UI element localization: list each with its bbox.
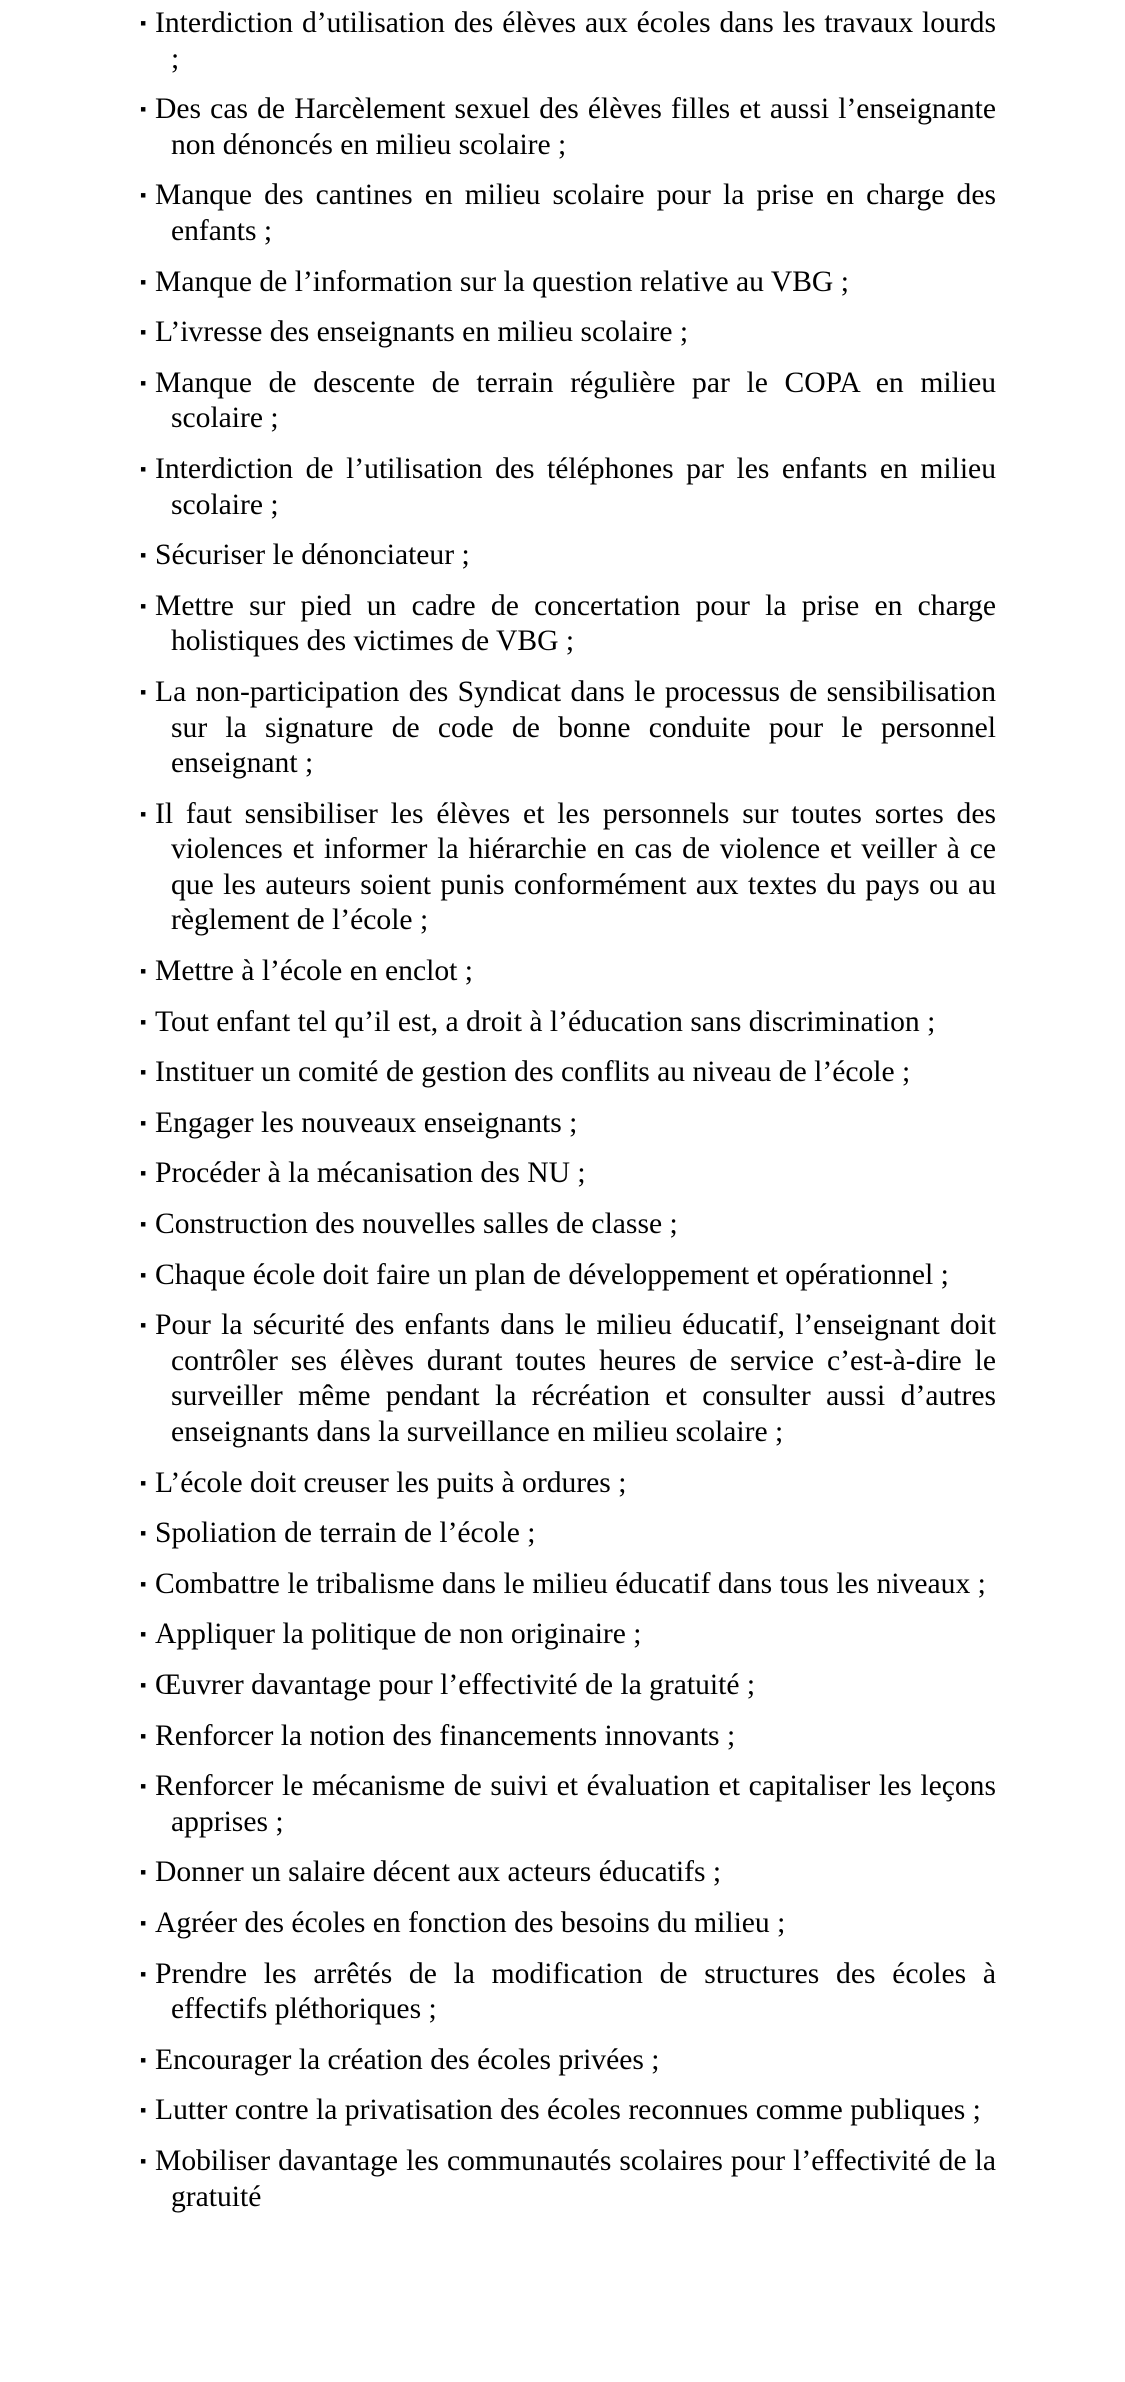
list-item-text: Pour la sécurité des enfants dans le milieu éducatif, l’enseignant doit contrôler ses élèves durant toutes heures de service c’est-à-dire le surveiller même pendant la récréation et consulter aussi d’autres enseignants dans la surveillance en milieu scolaire ; [155, 1309, 996, 1448]
bullet-icon: ▪ [140, 1624, 147, 1645]
list-item-text: Il faut sensibiliser les élèves et les personnels sur toutes sortes des violences et informer la hiérarchie en cas de violence et veiller à ce que les auteurs soient punis conformément aux textes du pays ou au règlement de l’école ; [155, 797, 996, 937]
list-item-text: Interdiction d’utilisation des élèves aux écoles dans les travaux lourds ; [155, 7, 996, 75]
list-item-text: Mobiliser davantage les communautés scolaires pour l’effectivité de la gratuité [155, 2144, 996, 2213]
bullet-icon: ▪ [140, 458, 147, 479]
list-item-text: Renforcer la notion des financements innovants ; [155, 1719, 736, 1752]
bullet-icon: ▪ [140, 1862, 147, 1883]
bullet-icon: ▪ [140, 2100, 147, 2121]
bullet-icon: ▪ [140, 1674, 147, 1695]
bullet-icon: ▪ [140, 1573, 147, 1594]
list-item-text: Interdiction de l’utilisation des téléphones par les enfants en milieu scolaire ; [155, 452, 996, 521]
list-item-text: Construction des nouvelles salles de classe ; [155, 1208, 678, 1241]
bullet-icon: ▪ [140, 322, 147, 343]
list-item-text: Manque de descente de terrain régulière par le COPA en milieu scolaire ; [155, 366, 996, 435]
bullet-icon: ▪ [140, 803, 147, 824]
list-item [138, 1617, 996, 1653]
list-item-text: La non-participation des Syndicat dans le processus de sensibilisation sur la signature de code de bonne conduite pour le personnel enseignant ; [155, 675, 996, 780]
list-item [138, 178, 996, 249]
list-item-text: L’école doit creuser les puits à ordures ; [155, 1466, 627, 1499]
bullet-icon: ▪ [140, 1214, 147, 1235]
bullet-icon: ▪ [140, 1264, 147, 1285]
bullet-icon: ▪ [140, 2049, 147, 2070]
list-item [138, 92, 996, 163]
bullet-icon: ▪ [140, 1523, 147, 1544]
list-item [138, 1769, 996, 1840]
list-item [138, 1855, 996, 1891]
bullet-icon: ▪ [140, 185, 147, 206]
list-item-text: Sécuriser le dénonciateur ; [155, 539, 470, 572]
list-item-text: Instituer un comité de gestion des conflits au niveau de l’école ; [155, 1056, 911, 1089]
list-item [138, 1466, 996, 1502]
bullet-icon: ▪ [140, 595, 147, 616]
bullet-icon: ▪ [140, 545, 147, 566]
list-item [138, 675, 996, 782]
list-item [138, 2093, 996, 2129]
list-item [138, 1957, 996, 2028]
list-item [138, 452, 996, 523]
bullet-icon: ▪ [140, 271, 147, 292]
list-item [138, 797, 996, 939]
bullet-icon: ▪ [140, 1725, 147, 1746]
bullet-icon: ▪ [140, 13, 147, 33]
list-item [138, 954, 996, 990]
bullet-icon: ▪ [140, 1062, 147, 1083]
list-item [138, 6, 996, 77]
bullet-icon: ▪ [140, 1472, 147, 1493]
list-item-text: Tout enfant tel qu’il est, a droit à l’éducation sans discrimination ; [155, 1005, 936, 1038]
list-item [138, 1668, 996, 1704]
list-item-text: Combattre le tribalisme dans le milieu éducatif dans tous les niveaux ; [155, 1567, 986, 1600]
list-item-text: Renforcer le mécanisme de suivi et évaluation et capitaliser les leçons apprises ; [155, 1770, 996, 1838]
bullet-icon: ▪ [140, 1112, 147, 1133]
list-item-text: Agréer des écoles en fonction des besoins du milieu ; [155, 1906, 786, 1939]
list-item-text: Des cas de Harcèlement sexuel des élèves filles et aussi l’enseignante non dénoncés en milieu scolaire ; [155, 93, 996, 161]
list-item [138, 538, 996, 574]
bullet-icon: ▪ [140, 1912, 147, 1933]
list-item [138, 1567, 996, 1603]
list-item-text: Mettre à l’école en enclot ; [155, 955, 473, 988]
list-item [138, 1258, 996, 1294]
list-item-text: Prendre les arrêtés de la modification de structures des écoles à effectifs pléthoriques ; [155, 1957, 996, 2026]
list-item-text: L’ivresse des enseignants en milieu scolaire ; [155, 316, 689, 349]
list-item [138, 265, 996, 301]
bullet-icon: ▪ [140, 1776, 147, 1797]
list-item-text: Appliquer la politique de non originaire ; [155, 1618, 642, 1651]
list-item [138, 1106, 996, 1142]
bullet-icon: ▪ [140, 1315, 147, 1336]
list-item [138, 366, 996, 437]
list-item [138, 1055, 996, 1091]
list-item-text: Engager les nouveaux enseignants ; [155, 1106, 578, 1139]
list-item-text: Encourager la création des écoles privées ; [155, 2043, 660, 2076]
list-item [138, 1906, 996, 1942]
list-item-text: Manque des cantines en milieu scolaire pour la prise en charge des enfants ; [155, 179, 996, 247]
bullet-icon: ▪ [140, 372, 147, 393]
list-item-text: Lutter contre la privatisation des écoles reconnues comme publiques ; [155, 2094, 981, 2127]
bullet-icon: ▪ [140, 2150, 147, 2171]
bullet-icon: ▪ [140, 99, 147, 120]
recommendations-list [138, 6, 996, 2230]
bullet-icon: ▪ [140, 1011, 147, 1032]
list-item [138, 1308, 996, 1450]
list-item [138, 2043, 996, 2079]
bullet-icon: ▪ [140, 1163, 147, 1184]
list-item [138, 1207, 996, 1243]
bullet-icon: ▪ [140, 681, 147, 702]
bullet-icon: ▪ [140, 961, 147, 982]
list-item [138, 1516, 996, 1552]
list-item-text: Œuvrer davantage pour l’effectivité de la gratuité ; [155, 1668, 756, 1701]
list-item [138, 315, 996, 351]
list-item [138, 1005, 996, 1041]
list-item-text: Mettre sur pied un cadre de concertation pour la prise en charge holistiques des victimes de VBG ; [155, 589, 996, 658]
list-item-text: Chaque école doit faire un plan de développement et opérationnel ; [155, 1258, 949, 1291]
list-item-text: Manque de l’information sur la question relative au VBG ; [155, 265, 849, 298]
list-item [138, 1719, 996, 1755]
list-item [138, 589, 996, 660]
list-item-text: Donner un salaire décent aux acteurs éducatifs ; [155, 1856, 722, 1889]
list-item [138, 2144, 996, 2215]
bullet-icon: ▪ [140, 1963, 147, 1984]
list-item-text: Procéder à la mécanisation des NU ; [155, 1157, 586, 1190]
list-item-text: Spoliation de terrain de l’école ; [155, 1517, 536, 1550]
list-item [138, 1156, 996, 1192]
